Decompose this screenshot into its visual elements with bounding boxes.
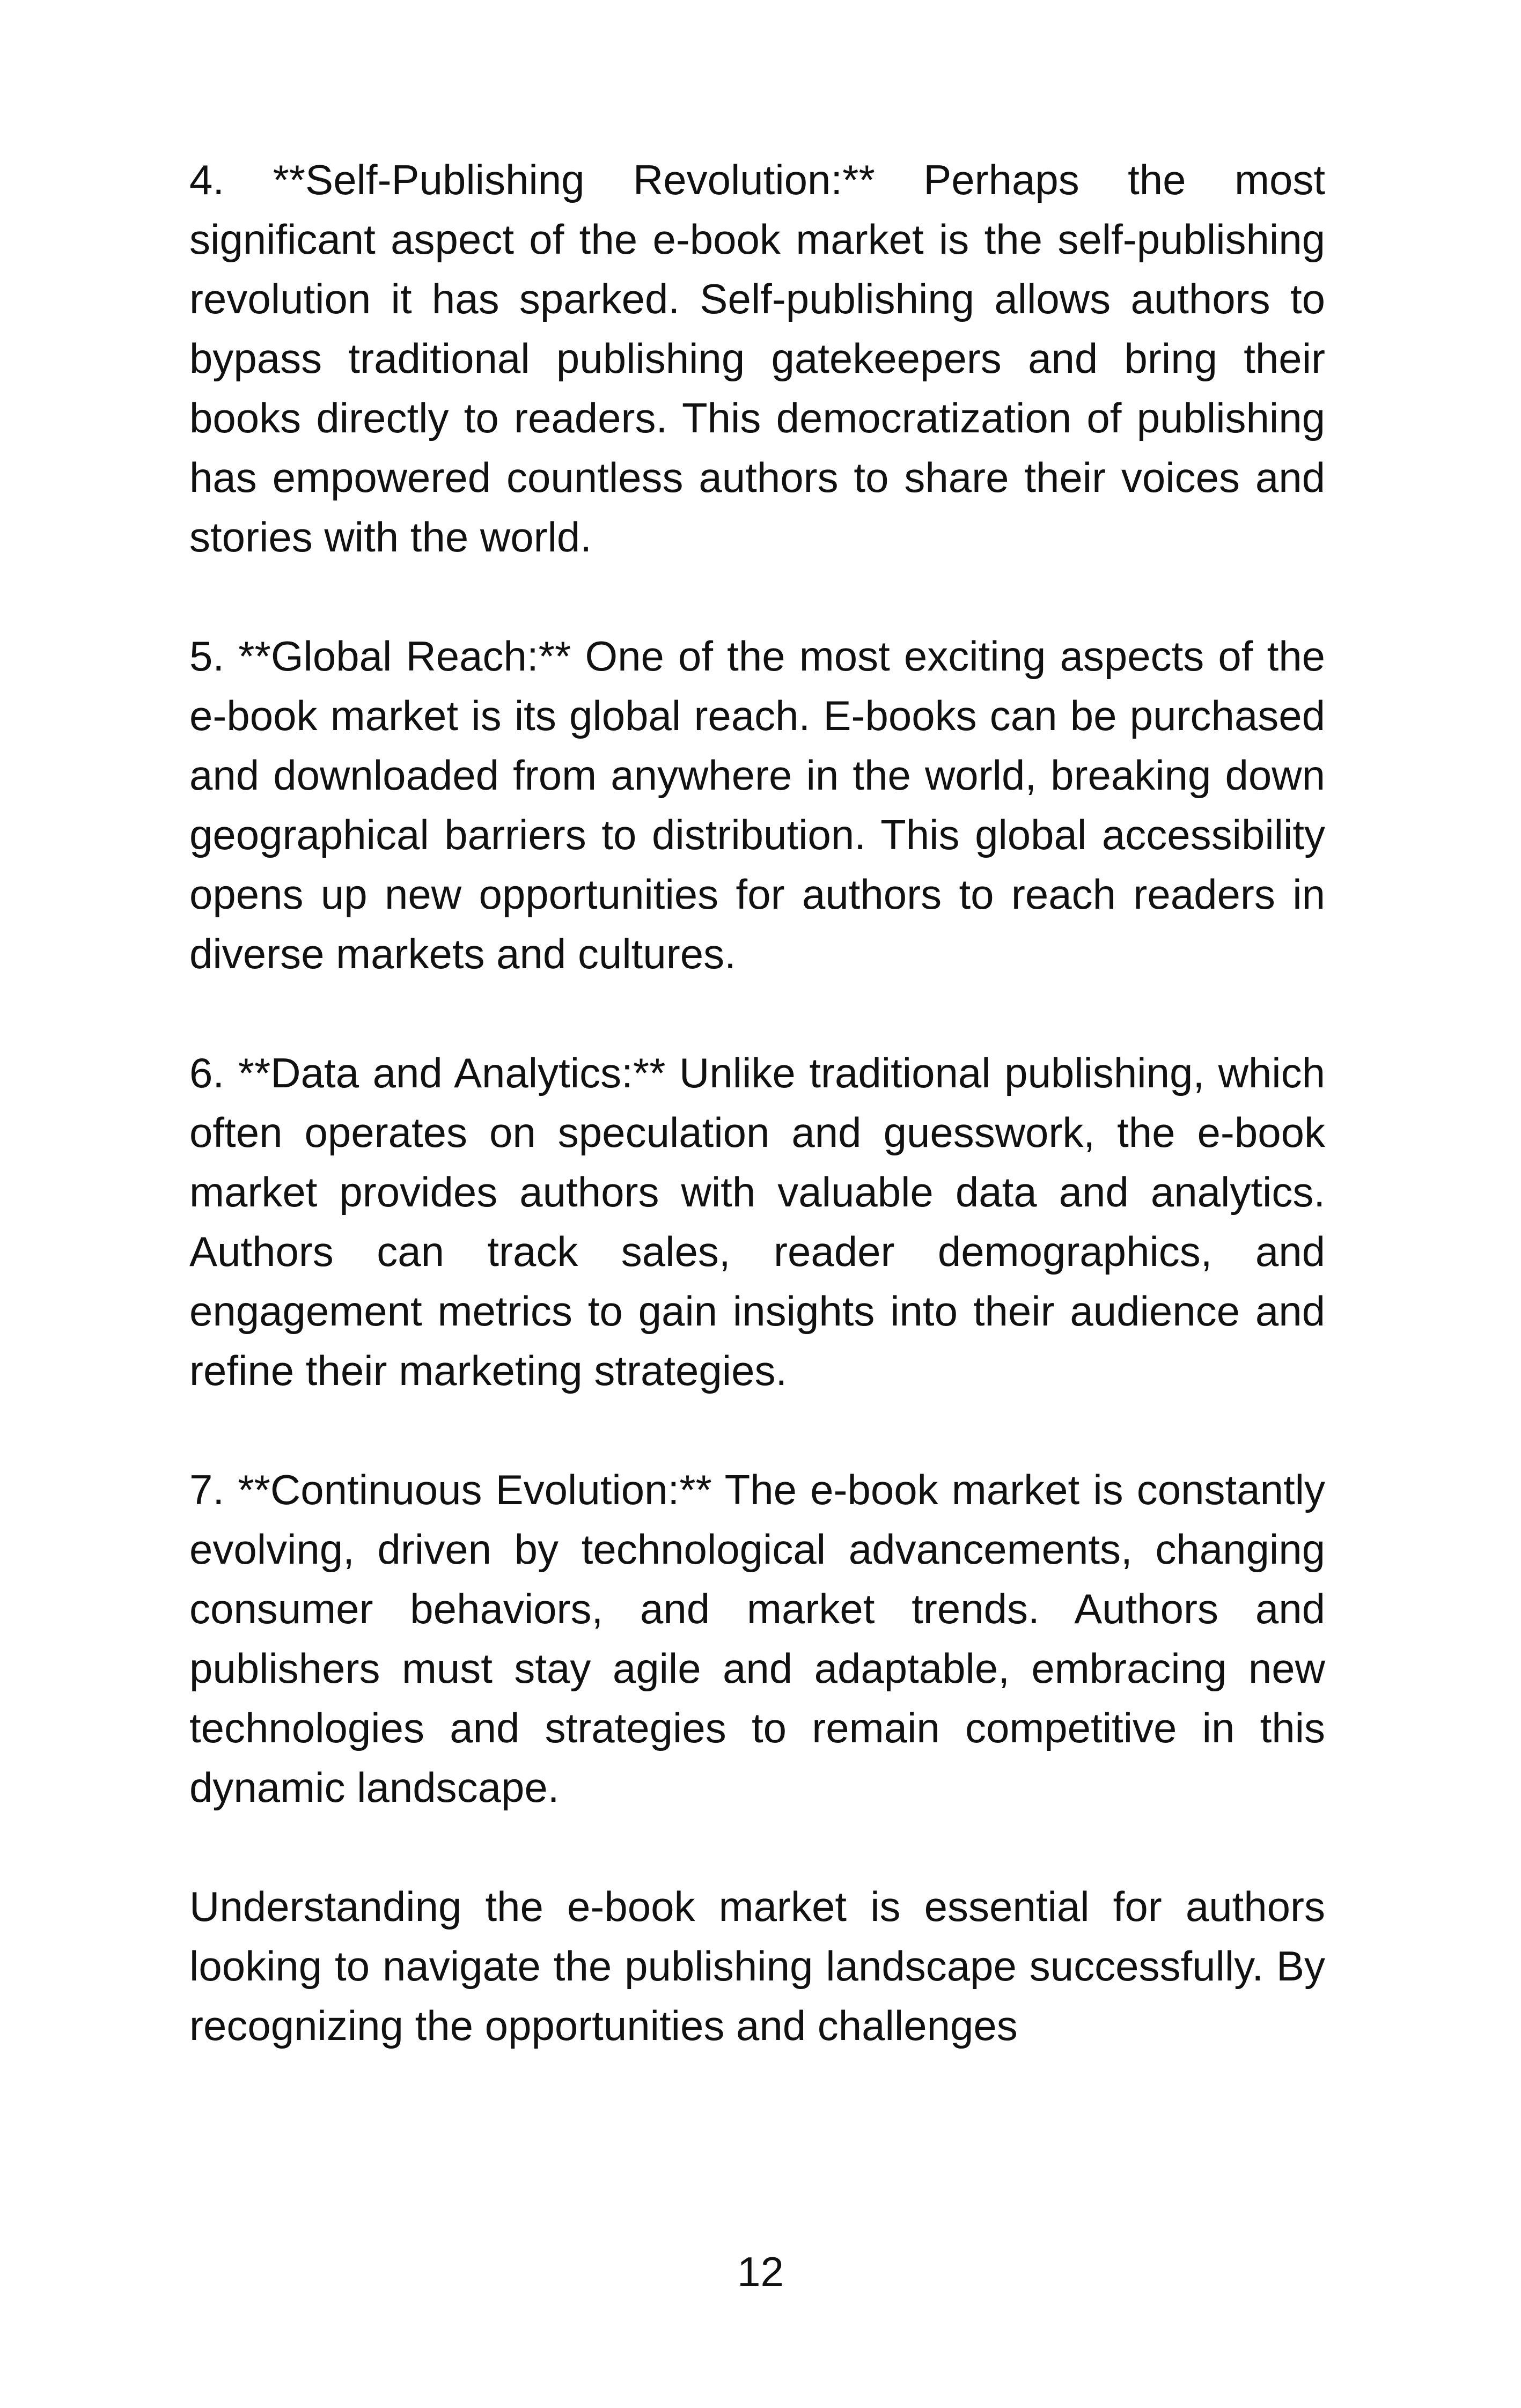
- paragraph-self-publishing-revolution: 4. **Self-Publishing Revolution:** Perhaps the most significant aspect of the e-book market is the self-publishing revolution it has sparked. Self-publishing allows authors to bypass traditional publishing gatekeepers and bring their books directly to readers. This democratization of publishing has empowered countless authors to share their voices and stories with the world.: [189, 156, 1325, 561]
- paragraph-data-and-analytics: 6. **Data and Analytics:** Unlike traditional publishing, which often operates on speculation and guesswork, the e-book market provides authors with valuable data and analytics. Authors can track sales, reader demographics, and engagement metrics to gain insights into their audience and refine their marketing strategies.: [189, 1049, 1325, 1394]
- body-text: [189, 150, 1325, 2056]
- paragraph-global-reach: 5. **Global Reach:** One of the most exciting aspects of the e-book market is its global reach. E-books can be purchased and downloaded from anywhere in the world, breaking down geographical barriers to distribution. This global accessibility opens up new opportunities for authors to reach readers in diverse markets and cultures.: [189, 632, 1325, 977]
- paragraph-understanding-market: Understanding the e-book market is essential for authors looking to navigate the publishing landscape successfully. By recognizing the opportunities and challenges: [189, 1883, 1325, 2049]
- page-number: 12: [737, 2248, 784, 2295]
- paragraph-continuous-evolution: 7. **Continuous Evolution:** The e-book market is constantly evolving, driven by technological advancements, changing consumer behaviors, and market trends. Authors and publishers must stay agile and adaptable, embracing new technologies and strategies to remain competitive in this dynamic landscape.: [189, 1466, 1325, 1811]
